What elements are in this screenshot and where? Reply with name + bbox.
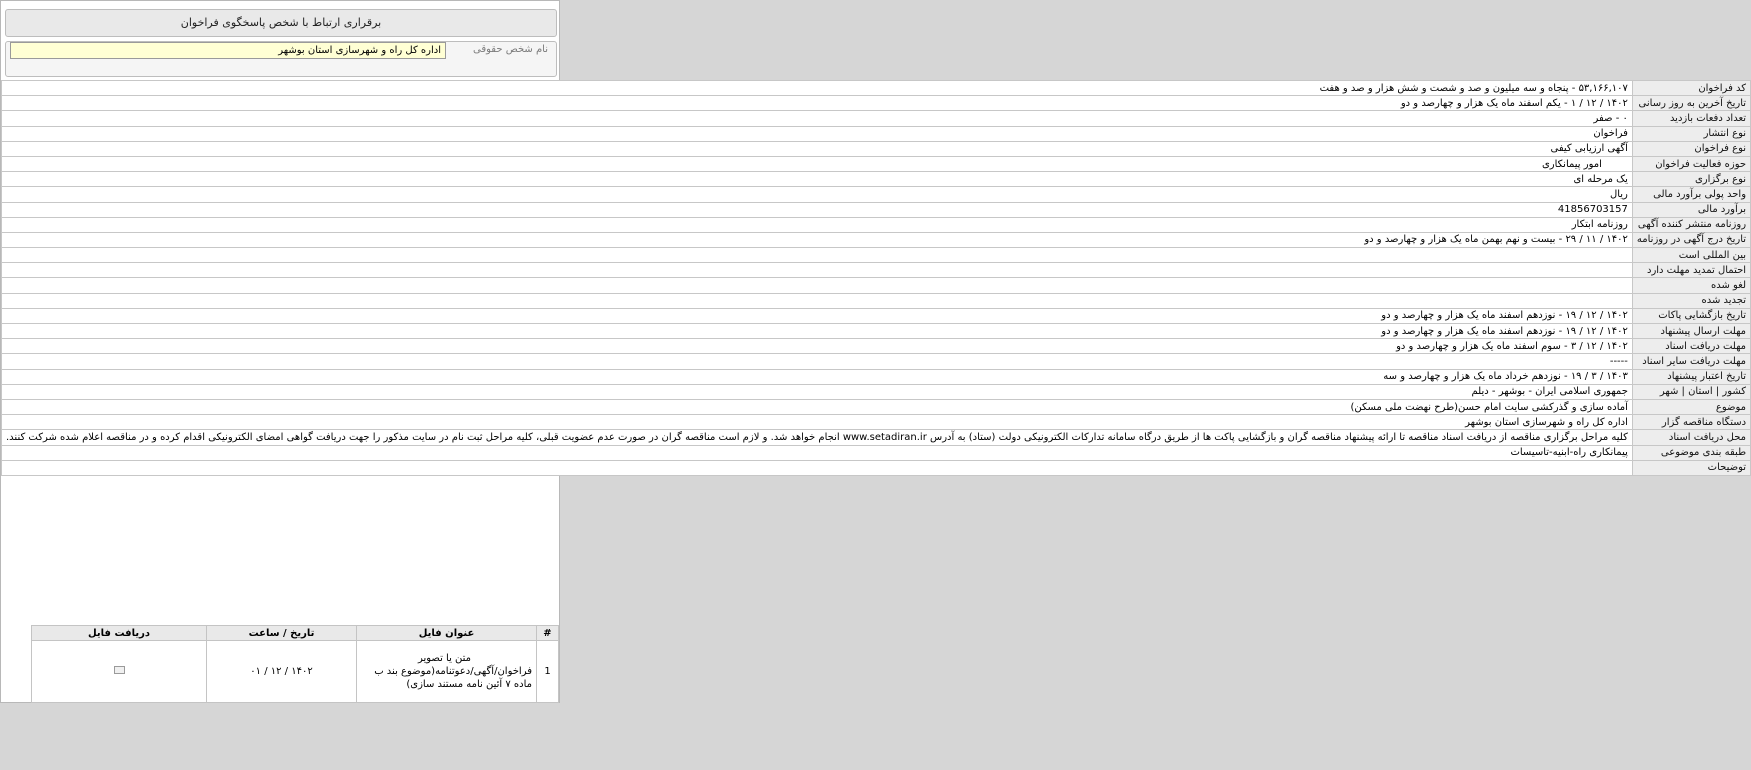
detail-row — [2, 187, 1751, 202]
files-header-download: دریافت فایل — [32, 626, 207, 641]
table-row — [32, 641, 559, 703]
detail-row — [2, 172, 1751, 187]
notes-label: توضیحات — [1632, 460, 1750, 475]
tender-agency-value: اداره کل راه و شهرسازی استان بوشهر — [2, 415, 1633, 430]
detail-row — [2, 339, 1751, 354]
detail-row — [2, 217, 1751, 232]
detail-row — [2, 415, 1751, 430]
file-download-cell — [32, 641, 207, 703]
doc-place-label: محل دریافت اسناد — [1632, 430, 1750, 445]
category-value: پیمانکاری راه-ابنیه-تاسیسات — [2, 445, 1633, 460]
page-background — [0, 703, 560, 770]
field-value — [2, 263, 1633, 278]
field-value: ۱۴۰۳ / ۳ / ۱۹ - نوزدهم خرداد ماه یک هزار و چهارصد و سه — [2, 369, 1633, 384]
detail-row — [2, 369, 1751, 384]
field-label: تاریخ بازگشایی پاکات — [1632, 308, 1750, 323]
doc-place-value: کلیه مراحل برگزاری مناقصه از دریافت اسناد مناقصه تا ارائه پیشنهاد مناقصه گران و بازگشایی پاکت ها از طریق درگاه سامانه تدارکات الکترونیکی دولت (ستاد) به آدرس www.setadiran.ir انجام خواهد شد. و لازم است مناقصه گران در صورت عدم عضویت قبلی، کلیه مراحل ثبت نام در سایت مذکور را جهت دریافت گواهی امضای الکترونیکی اقدام کرده و در مناقصه اعلام شده شرکت کنند. — [2, 430, 1633, 445]
detail-row — [2, 324, 1751, 339]
file-title-cell — [357, 641, 537, 703]
organization-box — [5, 41, 557, 77]
detail-row — [2, 156, 1751, 171]
category-label: طبقه بندی موضوعی — [1632, 445, 1750, 460]
detail-row — [2, 141, 1751, 156]
detail-row — [2, 278, 1751, 293]
field-label: احتمال تمدید مهلت دارد — [1632, 263, 1750, 278]
field-label: تجدید شده — [1632, 293, 1750, 308]
field-label: حوزه فعالیت فراخوان — [1632, 156, 1750, 171]
detail-row — [2, 81, 1751, 96]
files-table — [31, 625, 559, 703]
location-label: کشور | استان | شهر — [1632, 384, 1750, 399]
field-label: نوع فراخوان — [1632, 141, 1750, 156]
organization-label: نام شخص حقوقی — [473, 44, 548, 55]
field-label: مهلت دریافت اسناد — [1632, 339, 1750, 354]
field-value: ۵۳,۱۶۶,۱۰۷ - پنجاه و سه میلیون و صد و شصت و شش هزار و صد و هفت — [2, 81, 1633, 96]
detail-row — [2, 263, 1751, 278]
tender-agency-label: دستگاه مناقصه گزار — [1632, 415, 1750, 430]
detail-row — [2, 354, 1751, 369]
location-value: جمهوری اسلامی ایران - بوشهر - دیلم — [2, 384, 1633, 399]
field-label: نوع انتشار — [1632, 126, 1750, 141]
field-label: نوع برگزاری — [1632, 172, 1750, 187]
field-label: بین المللی است — [1632, 248, 1750, 263]
field-value: ریال — [2, 187, 1633, 202]
download-icon[interactable] — [114, 666, 125, 674]
detail-row — [2, 248, 1751, 263]
field-value: ۱۴۰۲ / ۱۱ / ۲۹ - بیست و نهم بهمن ماه یک هزار و چهارصد و دو — [2, 232, 1633, 247]
field-value — [2, 293, 1633, 308]
file-type: متن یا تصویر — [417, 653, 472, 664]
field-value: 41856703157 — [2, 202, 1633, 217]
field-value: فراخوان — [2, 126, 1633, 141]
field-value: آگهی ارزیابی کیفی — [2, 141, 1633, 156]
field-value: ۰ - صفر — [2, 111, 1633, 126]
field-label: مهلت ارسال پیشنهاد — [1632, 324, 1750, 339]
field-label: برآورد مالی — [1632, 202, 1750, 217]
subject-value: آماده سازی و گذرکشی سایت امام حسن(طرح نهضت ملی مسکن) — [2, 399, 1633, 414]
field-value: امور پیمانکاری — [2, 156, 1633, 171]
details-table — [1, 80, 1751, 476]
field-value: ----- — [2, 354, 1633, 369]
detail-row — [2, 96, 1751, 111]
detail-row — [2, 445, 1751, 460]
contact-header-button[interactable]: برقراری ارتباط با شخص پاسخگوی فراخوان — [5, 9, 557, 37]
field-value: ۱۴۰۲ / ۱۲ / ۱ - یکم اسفند ماه یک هزار و چهارصد و دو — [2, 96, 1633, 111]
field-label: واحد پولی برآورد مالی — [1632, 187, 1750, 202]
detail-row — [2, 126, 1751, 141]
detail-row — [2, 293, 1751, 308]
field-value: یک مرحله ای — [2, 172, 1633, 187]
subject-label: موضوع — [1632, 399, 1750, 414]
detail-row — [2, 460, 1751, 475]
field-label: روزنامه منتشر کننده آگهی — [1632, 217, 1750, 232]
file-num: 1 — [537, 641, 559, 703]
field-label: لغو شده — [1632, 278, 1750, 293]
detail-row — [2, 111, 1751, 126]
files-header-num: # — [537, 626, 559, 641]
detail-row — [2, 232, 1751, 247]
field-value: ۱۴۰۲ / ۱۲ / ۱۹ - نوزدهم اسفند ماه یک هزار و چهارصد و دو — [2, 308, 1633, 323]
field-label: تاریخ درج آگهی در روزنامه — [1632, 232, 1750, 247]
file-date: ۱۴۰۲ / ۱۲ / ۰۱ — [207, 641, 357, 703]
field-value: ۱۴۰۲ / ۱۲ / ۱۹ - نوزدهم اسفند ماه یک هزار و چهارصد و دو — [2, 324, 1633, 339]
field-value — [2, 278, 1633, 293]
files-header-title: عنوان فایل — [357, 626, 537, 641]
field-label: تاریخ آخرین به روز رسانی — [1632, 96, 1750, 111]
field-value — [2, 248, 1633, 263]
files-header-date: تاریخ / ساعت — [207, 626, 357, 641]
notes-value — [2, 460, 1633, 475]
field-value: روزنامه ابتکار — [2, 217, 1633, 232]
detail-row — [2, 399, 1751, 414]
detail-row — [2, 202, 1751, 217]
field-label: مهلت دریافت سایر اسناد — [1632, 354, 1750, 369]
field-label: تاریخ اعتبار پیشنهاد — [1632, 369, 1750, 384]
field-value: ۱۴۰۲ / ۱۲ / ۳ - سوم اسفند ماه یک هزار و چهارصد و دو — [2, 339, 1633, 354]
detail-row — [2, 308, 1751, 323]
organization-field[interactable]: اداره کل راه و شهرسازی استان بوشهر — [10, 42, 446, 59]
detail-row — [2, 430, 1751, 445]
file-title: فراخوان/آگهی/دعوتنامه(موضوع بند ب ماده ۷ آئین نامه مستند سازی) — [374, 666, 532, 690]
field-label: کد فراخوان — [1632, 81, 1750, 96]
field-label: تعداد دفعات بازدید — [1632, 111, 1750, 126]
detail-row — [2, 384, 1751, 399]
